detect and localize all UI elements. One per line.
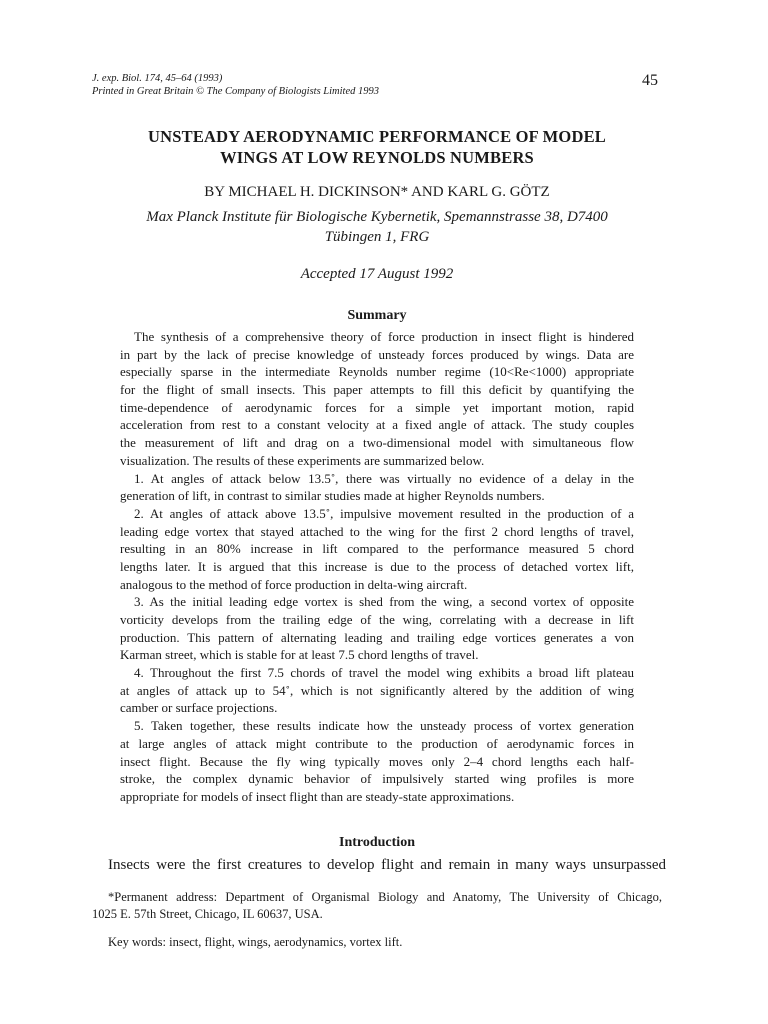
affiliation-line: Max Planck Institute für Biologische Kybernetik, Spemannstrasse 38, D7400 [146, 209, 608, 225]
summary-line: appropriate for models of insect flight than are steady-state approximations. [120, 788, 515, 804]
summary-line: for the flight of small insects. This paper attempts to fill this deficit by quantifying the [120, 382, 634, 398]
title-line: UNSTEADY AERODYNAMIC PERFORMANCE OF MODEL [148, 127, 606, 146]
printed-notice: Printed in Great Britain © The Company of Biologists Limited 1993 [92, 86, 380, 97]
author-byline: BY MICHAEL H. DICKINSON* AND KARL G. GÖTZ [204, 184, 550, 200]
summary-line: acceleration from rest to a constant velocity at a fixed angle of attack. The study couples [120, 417, 634, 433]
summary-line: lengths later. It is argued that this increase is due to the process of detached vortex lift, [120, 558, 634, 574]
summary-line: at angles of attack up to 54˚, which is not significantly altered by the addition of wing [120, 682, 634, 698]
page-number: 45 [642, 72, 658, 89]
footnote-line: *Permanent address: Department of Organismal Biology and Anatomy, The University of Chicago, [108, 890, 662, 904]
footnote-line: 1025 E. 57th Street, Chicago, IL 60637, USA. [92, 907, 323, 921]
summary-line: Karman street, which is stable for at least 7.5 chord lengths of travel. [120, 647, 479, 663]
summary-line: 3. As the initial leading edge vortex is shed from the wing, a second vortex of opposite [134, 594, 634, 610]
title-line: WINGS AT LOW REYNOLDS NUMBERS [220, 148, 534, 167]
summary-text [120, 328, 634, 806]
accepted-date: Accepted 17 August 1992 [300, 266, 454, 282]
keywords: Key words: insect, flight, wings, aerodynamics, vortex lift. [108, 935, 403, 949]
summary-line: 4. Throughout the first 7.5 chords of travel the model wing exhibits a broad lift plateau [134, 665, 634, 681]
introduction-first-line: Insects were the first creatures to develop flight and remain in many ways unsurpassed [108, 857, 666, 873]
affiliation [92, 207, 662, 247]
summary-line: stroke, the complex dynamic behavior of impulsively started wing profiles is more [120, 771, 634, 787]
summary-line: in part by the lack of precise knowledge of unsteady forces produced by wings. Data are [120, 346, 634, 362]
affiliation-line: Tübingen 1, FRG [324, 229, 430, 245]
summary-line: time-dependence of aerodynamic forces for a simple yet important motion, rapid [120, 399, 634, 415]
summary-line: generation of lift, in contrast to similar studies made at higher Reynolds numbers. [120, 488, 545, 504]
summary-line: leading edge vortex that stayed attached to the wing for the first 2 chord lengths of travel, [120, 523, 634, 539]
summary-line: 2. At angles of attack above 13.5˚, impulsive movement resulted in the production of a [134, 505, 634, 521]
summary-line: The synthesis of a comprehensive theory of force production in insect flight is hindered [134, 329, 634, 344]
summary-line: 5. Taken together, these results indicate how the unsteady process of vortex generation [134, 718, 634, 734]
summary-line: the measurement of lift and drag on a two-dimensional model with simultaneous flow [120, 435, 634, 451]
summary-line: especially sparse in the intermediate Reynolds number regime (10<Re<1000) appropriate [120, 364, 634, 380]
introduction-heading: Introduction [339, 835, 415, 850]
summary-line: at large angles of attack might contribute to the production of aerodynamic forces in [120, 735, 634, 751]
footnote [92, 889, 662, 923]
summary-line: insect flight. Because the fly wing typically moves only 2–4 chord lengths each half- [120, 753, 634, 769]
summary-heading: Summary [347, 308, 407, 323]
summary-line: 1. At angles of attack below 13.5˚, there was virtually no evidence of a delay in the [134, 470, 634, 486]
journal-citation: J. exp. Biol. 174, 45–64 (1993) [92, 73, 223, 84]
summary-line: production. This pattern of alternating leading and trailing edge vortices generates a von [120, 629, 634, 645]
summary-line: camber or surface projections. [120, 700, 278, 716]
article-title [92, 126, 662, 168]
summary-line: vorticity develops from the trailing edge of the wing, correlating with a decrease in lift [120, 612, 634, 627]
summary-line: resulting in an 80% increase in lift compared to the performance measured 5 chord [120, 541, 634, 557]
summary-line: visualization. The results of these experiments are summarized below. [120, 452, 485, 468]
summary-line: analogous to the method of force production in delta-wing aircraft. [120, 576, 468, 592]
